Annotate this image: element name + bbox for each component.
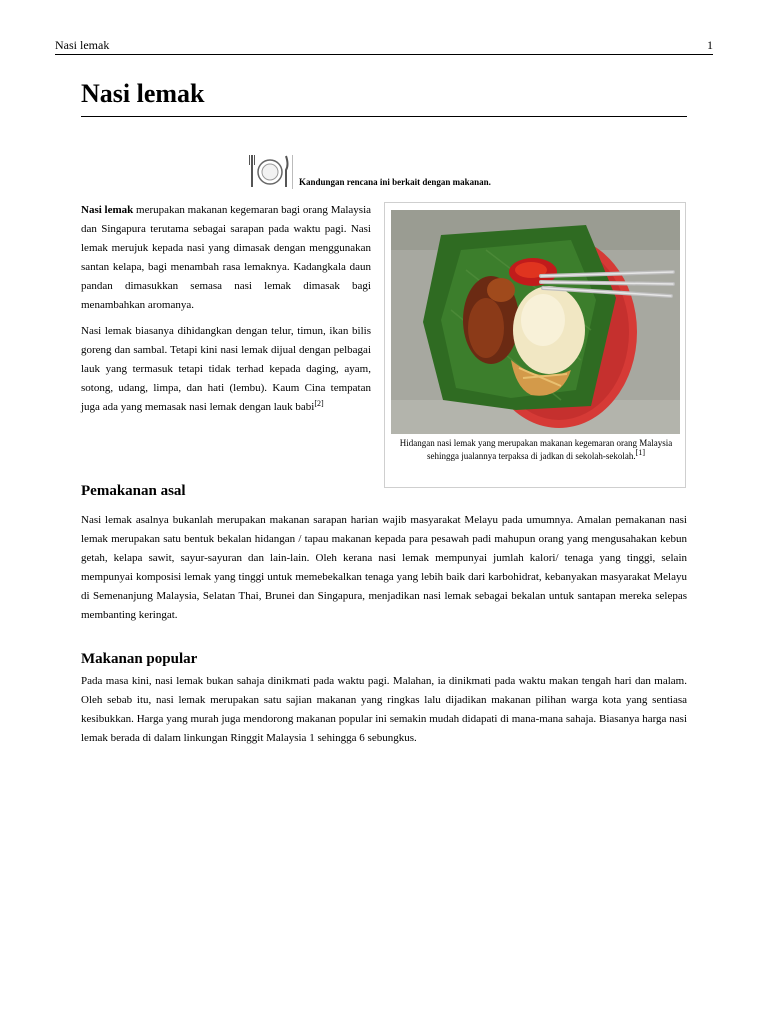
article-title: Nasi lemak	[81, 76, 687, 117]
running-header	[55, 38, 713, 55]
food-notice	[246, 151, 491, 189]
section-paragraph: Nasi lemak asalnya bukanlah merupakan makanan sarapan harian wajib masyarakat Melayu pada umumnya. Amalan pemakanan nasi lemak merupakan satu bentuk bekalan hidangan / tapau makanan kepada para pesawah padi mahupun orang yang mengusahakan kebun getah, kelapa sawit, sayur-sayuran dan lain-lain. Oleh kerana nasi lemak mempunyai jumlah kalori/ tenaga yang tinggi, selain mempunyai komposisi lemak yang tinggi untuk memebekalkan tenaga yang lebih baik dari karbohidrat, kebanyakan masyarakat Melayu di Semenanjung Malaysia, Selatan Thai, Brunei dan Singapura, menjadikan nasi lemak sebagai bekalan untuk santapan mereka selepas membanting keringat.	[81, 514, 687, 621]
page-number: 1	[707, 38, 713, 52]
figure-box	[384, 202, 686, 488]
figure-caption	[393, 437, 679, 463]
lead-term: Nasi lemak	[81, 204, 134, 216]
section-heading-pemakanan-asal: Pemakanan asal	[81, 483, 186, 499]
citation-ref[interactable]: [2]	[314, 399, 324, 408]
intro-paragraph-1	[81, 201, 371, 315]
intro-column	[81, 201, 371, 417]
nasi-lemak-photo	[391, 210, 680, 434]
figure-citation-ref[interactable]: [1]	[635, 448, 645, 457]
section-body-pemakanan-asal	[81, 511, 687, 625]
notice-text: Kandungan rencana ini berkait dengan makanan.	[299, 177, 491, 187]
intro-paragraph-2-text: Nasi lemak biasanya dihidangkan dengan telur, timun, ikan bilis goreng dan sambal. Tetapi kini nasi lemak dijual dengan pelbagai lauk yang termasuk tetapi tidak terhad kepada daging, ayam, sotong, udang, limpa, dan hati (lembu). Kaum Cina tempatan juga ada yang memasak nasi lemak dengan lauk babi	[81, 325, 371, 413]
figure-caption-text: Hidangan nasi lemak yang merupakan makanan kegemaran orang Malaysia sehingga jualannya terpaksa di jadkan di sekolah-sekolah.	[399, 438, 673, 461]
section-heading-makanan-popular: Makanan popular	[81, 651, 198, 667]
running-title: Nasi lemak	[55, 38, 110, 52]
plate-cutlery-icon	[246, 153, 290, 189]
intro-paragraph-2	[81, 322, 371, 417]
intro-paragraph-1-text: merupakan makanan kegemaran bagi orang Malaysia dan Singapura terutama sebagai sarapan pada waktu pagi. Nasi lemak merujuk kepada nasi yang dimasak dengan menggunakan santan kelapa, bagi menambah rasa lemaknya. Kadangkala daun pandan dimasukkan semasa nasi lemak dimasak bagi menambahkan aromanya.	[81, 204, 372, 311]
section-body-makanan-popular	[81, 672, 687, 748]
notice-separator	[292, 155, 293, 189]
section-paragraph: Pada masa kini, nasi lemak bukan sahaja dinikmati pada waktu pagi. Malahan, ia dinikmati pada waktu makan tengah hari dan malam. Oleh sebab itu, nasi lemak merupakan satu sajian makanan yang ringkas lalu dijadikan makanan pilihan warga kota yang sentiasa kesibukkan. Harga yang murah juga mendorong makanan popular ini semakin mudah didapati di mana-mana sahaja. Biasanya harga nasi lemak berada di dalam linkungan Ringgit Malaysia 1 sehingga 6 sebungkus.	[81, 675, 687, 744]
